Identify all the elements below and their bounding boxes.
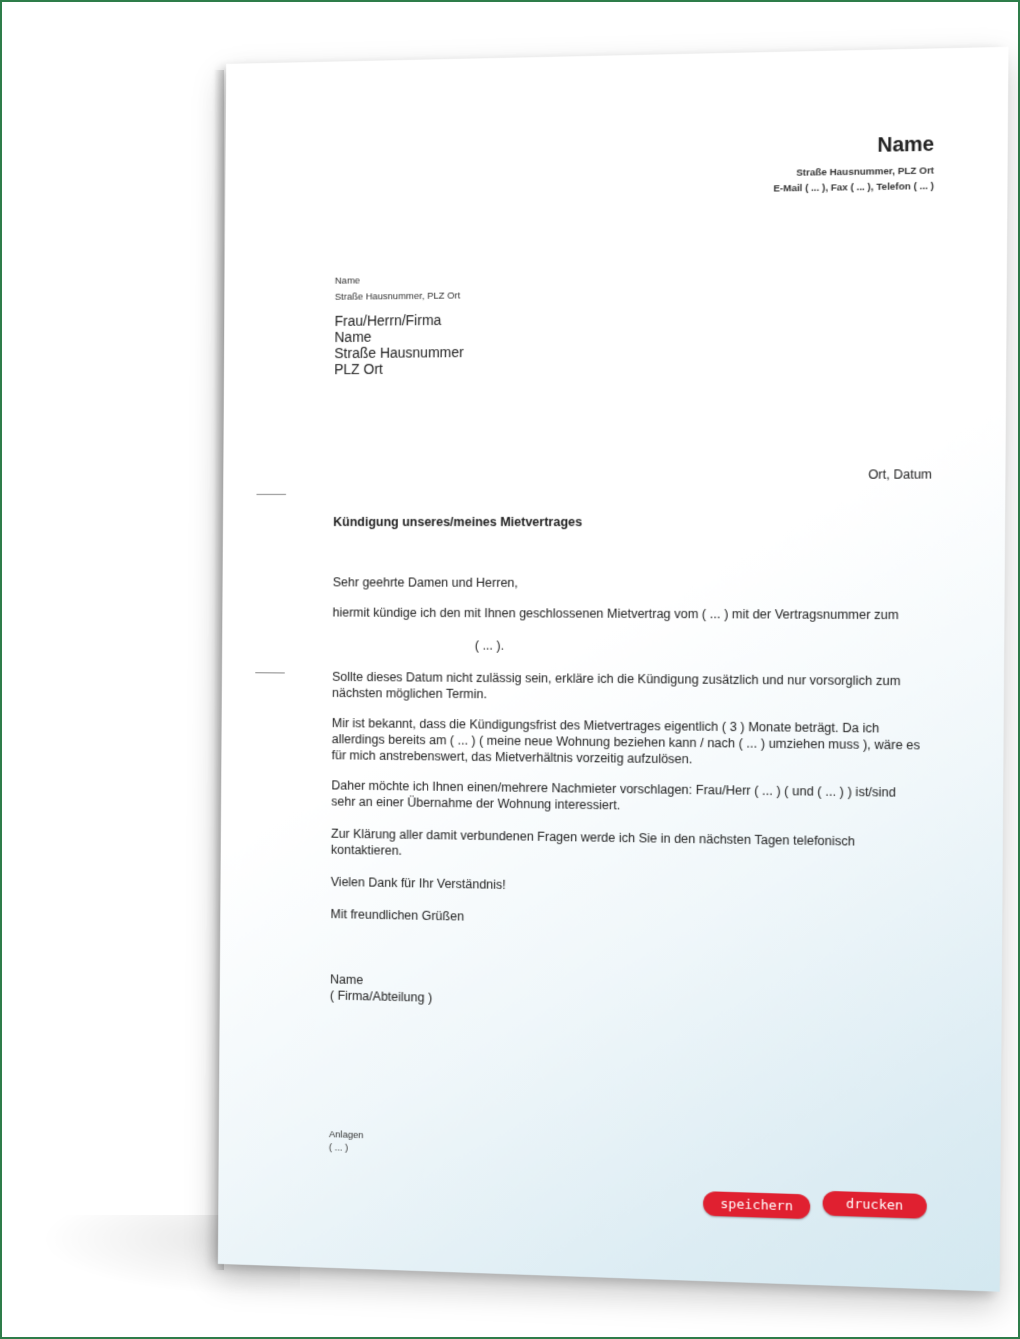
print-button[interactable]: drucken	[823, 1191, 927, 1219]
closing: Mit freundlichen Grüßen	[330, 907, 465, 924]
sender-contact: E-Mail ( ... ), Fax ( ... ), Telefon ( ... )	[773, 180, 935, 195]
paragraph-2: Sollte dieses Datum nicht zulässig sein, erkläre ich die Kündigung zusätzlich und nur vorsorglich zum nächsten möglichen Termin.	[331, 669, 901, 702]
salutation: Sehr geehrte Damen und Herren,	[332, 575, 519, 590]
attachments-label: Anlagen	[328, 1129, 364, 1142]
letter-page	[218, 47, 1009, 1292]
paragraph-6: Vielen Dank für Ihr Verständnis!	[330, 874, 506, 892]
recipient-line-3: Straße Hausnummer	[334, 343, 464, 362]
recipient-line-4: PLZ Ort	[334, 360, 383, 378]
paragraph-1-date: ( ... ).	[474, 638, 505, 653]
attachments-value: ( ... )	[328, 1142, 349, 1154]
return-address-street: Straße Hausnummer, PLZ Ort	[334, 290, 461, 303]
save-button[interactable]: speichern	[703, 1191, 810, 1219]
recipient-address	[334, 312, 464, 378]
paragraph-4: Daher möchte ich Ihnen einen/mehrere Nachmieter vorschlagen: Frau/Herr ( ... ) ( und ( ... ) ) ist/sind sehr an einer Übernahme der Wohnung interessiert.	[331, 778, 897, 813]
sender-address: Straße Hausnummer, PLZ Ort	[796, 165, 935, 179]
signature-name: Name	[330, 972, 364, 988]
letter-subject: Kündigung unseres/meines Mietvertrages	[333, 514, 583, 530]
signature-department: ( Firma/Abteilung )	[329, 988, 433, 1005]
place-date: Ort, Datum	[868, 467, 932, 482]
fold-mark	[256, 494, 286, 495]
paragraph-3: Mir ist bekannt, dass die Kündigungsfrist des Mietvertrages eigentlich ( 3 ) Monate beträgt. Da ich allerdings bereits am ( ... ) ( meine neue Wohnung beziehen kann / nach ( ... ) umziehen muss ), wäre es für mich anstrebenswert, das Mietverhältnis vorzeitig aufzulösen.	[331, 716, 921, 767]
return-address-name: Name	[334, 275, 361, 287]
recipient-line-1: Frau/Herrn/Firma	[334, 311, 442, 329]
punch-mark	[255, 672, 285, 673]
paragraph-1: hiermit kündige ich den mit Ihnen geschlossenen Mietvertrag vom ( ... ) mit der Vertragsnummer zum	[332, 605, 899, 623]
paragraph-5: Zur Klärung aller damit verbundenen Fragen werde ich Sie in den nächsten Tagen telefonisch kontaktieren.	[330, 826, 856, 858]
sender-name: Name	[877, 133, 935, 157]
recipient-line-2: Name	[334, 328, 372, 346]
